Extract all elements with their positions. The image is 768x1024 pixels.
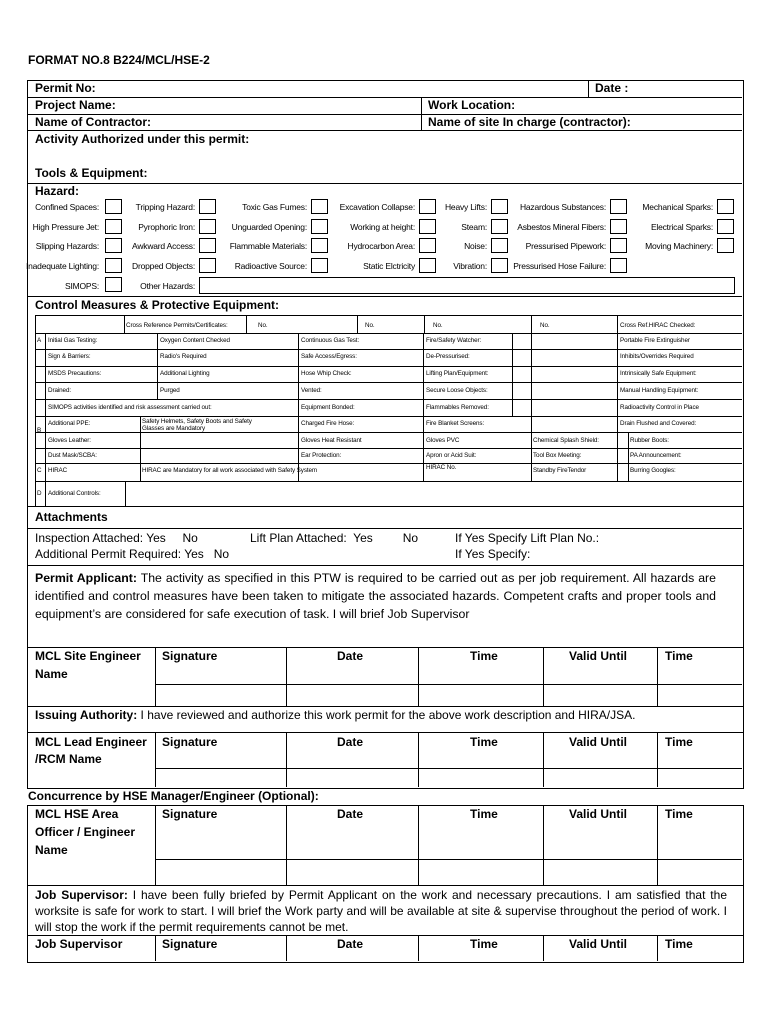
control-item: Ear Protection: [301, 452, 342, 459]
control-item: Secure Loose Objects: [426, 387, 488, 394]
control-item: Manual Handling Equipment: [620, 387, 699, 394]
control-item: Continuous Gas Test: [301, 337, 360, 344]
hazard-checkbox[interactable] [491, 219, 508, 234]
control-item: Flammables Removed: [426, 404, 489, 411]
hazard-label: Steam: [461, 222, 487, 232]
hazard-label: Pressurised Pipework: [525, 241, 606, 251]
hazard-checkbox[interactable] [419, 219, 436, 234]
lift-plan-no: If Yes Specify Lift Plan No.: [455, 531, 600, 545]
hazard-label: Noise: [464, 241, 487, 251]
hazard-checkbox[interactable] [199, 238, 216, 253]
hazard-checkbox[interactable] [199, 258, 216, 273]
job-supervisor-label: Job Supervisor: [35, 888, 128, 902]
tools-label: Tools & Equipment: [35, 166, 148, 180]
control-item: Additional PPE: [48, 420, 91, 427]
control-item: Additional Lighting [160, 370, 210, 377]
no-label: No. [258, 322, 268, 329]
hazard-checkbox[interactable] [610, 219, 627, 234]
hazard-checkbox[interactable] [419, 258, 436, 273]
job-supervisor-text [35, 887, 727, 935]
hse-officer-label-2: Officer / Engineer [35, 825, 136, 839]
additional-permit: Additional Permit Required: Yes No [35, 547, 230, 561]
hazard-checkbox[interactable] [491, 199, 508, 214]
control-item: Portable Fire Extinguisher [620, 337, 690, 344]
control-item: Sign & Barriers: [48, 353, 91, 360]
control-item: Oxygen Content Checked [160, 337, 230, 344]
time-header: Time [470, 807, 498, 821]
hazard-checkbox[interactable] [311, 219, 328, 234]
control-item: Equipment Bonded: [301, 404, 355, 411]
hazard-label: Tripping Hazard: [135, 202, 195, 212]
control-item: HIRAC are Mandatory for all work associated with Safety System [142, 467, 318, 474]
hazard-label: Asbestos Mineral Fibers: [517, 222, 606, 232]
no-label: No. [365, 322, 375, 329]
control-measures-title: Control Measures & Protective Equipment: [35, 298, 280, 312]
control-item: Gloves Heat Resistant [301, 437, 362, 444]
control-item: Burring Googles: [630, 467, 676, 474]
hazard-label: Pyrophoric Iron: [138, 222, 195, 232]
activity-label: Activity Authorized under this permit: [35, 132, 250, 146]
hazard-checkbox[interactable] [717, 199, 734, 214]
control-item: Glasses are Mandatory [142, 425, 205, 432]
cross-ref-hirac-label: Cross Ref.HIRAC Checked: [620, 322, 696, 329]
hazard-label: Pressurised Hose Failure: [513, 261, 606, 271]
time-header: Time [665, 735, 693, 749]
signature-header: Signature [162, 649, 218, 663]
hazard-checkbox[interactable] [311, 238, 328, 253]
lead-engineer-label: MCL Lead Engineer [35, 735, 147, 749]
issuing-authority-label: Issuing Authority: [35, 708, 138, 722]
section-a-label: A [37, 337, 42, 344]
hazard-label: Static Elctricity [363, 261, 415, 271]
control-item: HIRAC [48, 467, 68, 474]
hazard-label: Hydrocarbon Area: [347, 241, 415, 251]
control-item: Intrinsically Safe Equipment: [620, 370, 697, 377]
hazard-label: SIMOPS: [64, 281, 99, 291]
valid-until-header: Valid Until [569, 649, 628, 663]
time-header: Time [665, 649, 693, 663]
hazard-checkbox[interactable] [311, 199, 328, 214]
control-item: Apron or Acid Suit: [426, 452, 477, 459]
control-item: PA Announcement: [630, 452, 682, 459]
hazard-checkbox[interactable] [311, 258, 328, 273]
hazard-checkbox[interactable] [105, 199, 122, 214]
lead-engineer-name-label: /RCM Name [35, 752, 102, 766]
work-location-label: Work Location: [428, 98, 516, 112]
control-item: Rubber Boots: [630, 437, 669, 444]
permit-applicant-body: The activity as specified in this PTW is required to be carried out as per job requirement. All hazards are identified and control measures have been taken to mitigate the associated hazards. Competent crafts and proper tools and equipment’s are considered for safe execution of task. I will brief Job Supervisor [35, 571, 716, 621]
hazard-label: Inadequate Lighting: [25, 261, 99, 271]
hazard-label: Flammable Materials: [229, 241, 307, 251]
site-engineer-label: MCL Site Engineer [35, 649, 141, 663]
control-item: Charged Fire Hose: [301, 420, 355, 427]
time-header: Time [665, 807, 693, 821]
hazard-checkbox[interactable] [610, 238, 627, 253]
permit-applicant-label: Permit Applicant: [35, 571, 137, 585]
issuing-authority-text [35, 708, 635, 722]
hazard-label: High Pressure Jet: [32, 222, 99, 232]
hse-officer-sign-table [27, 805, 744, 887]
hazard-label: Working at height: [350, 222, 415, 232]
hazard-checkbox[interactable] [610, 258, 627, 273]
contractor-label: Name of Contractor: [35, 115, 152, 129]
control-item: Gloves PVC [426, 437, 460, 444]
format-number: FORMAT NO.8 B224/MCL/HSE-2 [28, 53, 210, 67]
date-label: Date : [595, 81, 629, 95]
hazard-label: Awkward Access: [132, 241, 195, 251]
job-supervisor-body: I have been fully briefed by Permit Applicant on the work and necessary precautions. I am satisfied that the worksite is safe for work to start. I will brief the Work party and will be available at site & supervise throughout the period of work. I will stop the work if the permit requirements cannot be met. [35, 888, 727, 934]
permit-applicant-text [35, 569, 716, 623]
control-item: Dust Mask/SCBA: [48, 452, 97, 459]
hazard-checkbox[interactable] [610, 199, 627, 214]
no-label: No. [433, 322, 443, 329]
control-item: Chemical Splash Shield: [533, 437, 599, 444]
if-yes-specify: If Yes Specify: [455, 547, 531, 561]
attachments-title: Attachments [35, 510, 108, 524]
hazard-label: Hazard: [35, 184, 80, 198]
control-item: Drained: [48, 387, 72, 394]
hazard-checkbox[interactable] [199, 219, 216, 234]
hazard-label: Moving Machinery: [645, 241, 713, 251]
signature-header: Signature [162, 937, 218, 951]
control-item: HIRAC No. [426, 464, 457, 471]
control-item: Additional Controls: [48, 490, 101, 497]
time-header: Time [665, 937, 693, 951]
cross-reference-label: Cross Reference Permits/Certificates: [126, 322, 228, 329]
control-item: Purged [160, 387, 180, 394]
time-header: Time [470, 649, 498, 663]
hazard-checkbox[interactable] [105, 277, 122, 292]
hazard-label: Electrical Sparks: [650, 222, 713, 232]
hazard-label: Confined Spaces: [35, 202, 99, 212]
hazard-checkbox[interactable] [419, 238, 436, 253]
section-c-label: C [37, 467, 42, 474]
section-d-label: D [37, 490, 42, 497]
control-item: Inhibits/Overrides Required [620, 353, 694, 360]
hazard-label: Radioactive Source: [234, 261, 307, 271]
hazard-label: Mechanical Sparks: [642, 202, 713, 212]
valid-until-header: Valid Until [569, 735, 628, 749]
hazard-checkbox[interactable] [491, 258, 508, 273]
control-item: Hose Whip Check: [301, 370, 352, 377]
no-label: No. [540, 322, 550, 329]
control-item: Radio's Required [160, 353, 207, 360]
control-item: MSDS Precautions: [48, 370, 102, 377]
hse-officer-name-label: Name [35, 843, 68, 857]
lift-plan-attached: Lift Plan Attached: Yes No [250, 531, 419, 545]
hazard-label: Heavy Lifts: [444, 202, 487, 212]
hazard-checkbox[interactable] [717, 238, 734, 253]
hazard-label: Unguarded Opening: [231, 222, 307, 232]
control-item: Lifting Plan/Equipment: [426, 370, 489, 377]
control-item: De-Pressurised: [426, 353, 470, 360]
control-item: Safe Access/Egress: [301, 353, 357, 360]
hazard-checkbox[interactable] [419, 199, 436, 214]
site-engineer-name-label: Name [35, 667, 68, 681]
control-item: Tool Box Meeting: [533, 452, 582, 459]
control-item: Fire Blanket Screens: [426, 420, 485, 427]
hse-officer-label: MCL HSE Area [35, 807, 119, 821]
control-item: Drain Flushed and Covered: [620, 420, 697, 427]
hazard-checkbox[interactable] [105, 238, 122, 253]
other-hazards-input[interactable] [199, 277, 735, 294]
inspection-attached: Inspection Attached: Yes No [35, 531, 198, 545]
control-item: Radioactivity Control in Place [620, 404, 699, 411]
time-header: Time [470, 937, 498, 951]
site-in-charge-label: Name of site In charge (contractor): [428, 115, 631, 129]
section-b-label: B [37, 427, 42, 434]
hazard-checkbox[interactable] [491, 238, 508, 253]
date-header: Date [337, 937, 364, 951]
signature-header: Signature [162, 735, 218, 749]
date-header: Date [337, 807, 364, 821]
job-supervisor-role-label: Job Supervisor [35, 937, 123, 951]
hazard-label: Toxic Gas Fumes: [242, 202, 307, 212]
hazard-checkbox[interactable] [105, 219, 122, 234]
hazard-label: Slipping Hazards: [35, 241, 99, 251]
control-item: SIMOPS activities identified and risk assessment carried out: [48, 404, 212, 411]
control-item: Safety Helmets, Safety Boots and Safety [142, 418, 252, 425]
hazard-checkbox[interactable] [717, 219, 734, 234]
concurrence-title: Concurrence by HSE Manager/Engineer (Optional): [28, 789, 319, 803]
signature-header: Signature [162, 807, 218, 821]
hazard-label: Hazardous Substances: [519, 202, 606, 212]
control-item: Initial Gas Testing: [48, 337, 98, 344]
control-item: Fire/Safety Watcher: [426, 337, 482, 344]
hazard-label: Dropped Objects: [132, 261, 195, 271]
issuing-authority-body: I have reviewed and authorize this work permit for the above work description and HIRA/JSA. [137, 708, 636, 722]
hazard-checkbox[interactable] [105, 258, 122, 273]
permit-no-label: Permit No: [35, 81, 96, 95]
control-item: Gloves Leather: [48, 437, 91, 444]
job-supervisor-sign-table [27, 935, 744, 963]
valid-until-header: Valid Until [569, 937, 628, 951]
project-name-label: Project Name: [35, 98, 116, 112]
valid-until-header: Valid Until [569, 807, 628, 821]
hazard-label: Other Hazards: [140, 281, 195, 291]
hazard-label: Excavation Collapse: [339, 202, 415, 212]
date-header: Date [337, 735, 364, 749]
control-item: Standby FireTendor [533, 467, 587, 474]
control-item: Vented: [301, 387, 322, 394]
hazard-checkbox[interactable] [199, 199, 216, 214]
hazard-label: Vibration: [453, 261, 487, 271]
date-header: Date [337, 649, 364, 663]
time-header: Time [470, 735, 498, 749]
